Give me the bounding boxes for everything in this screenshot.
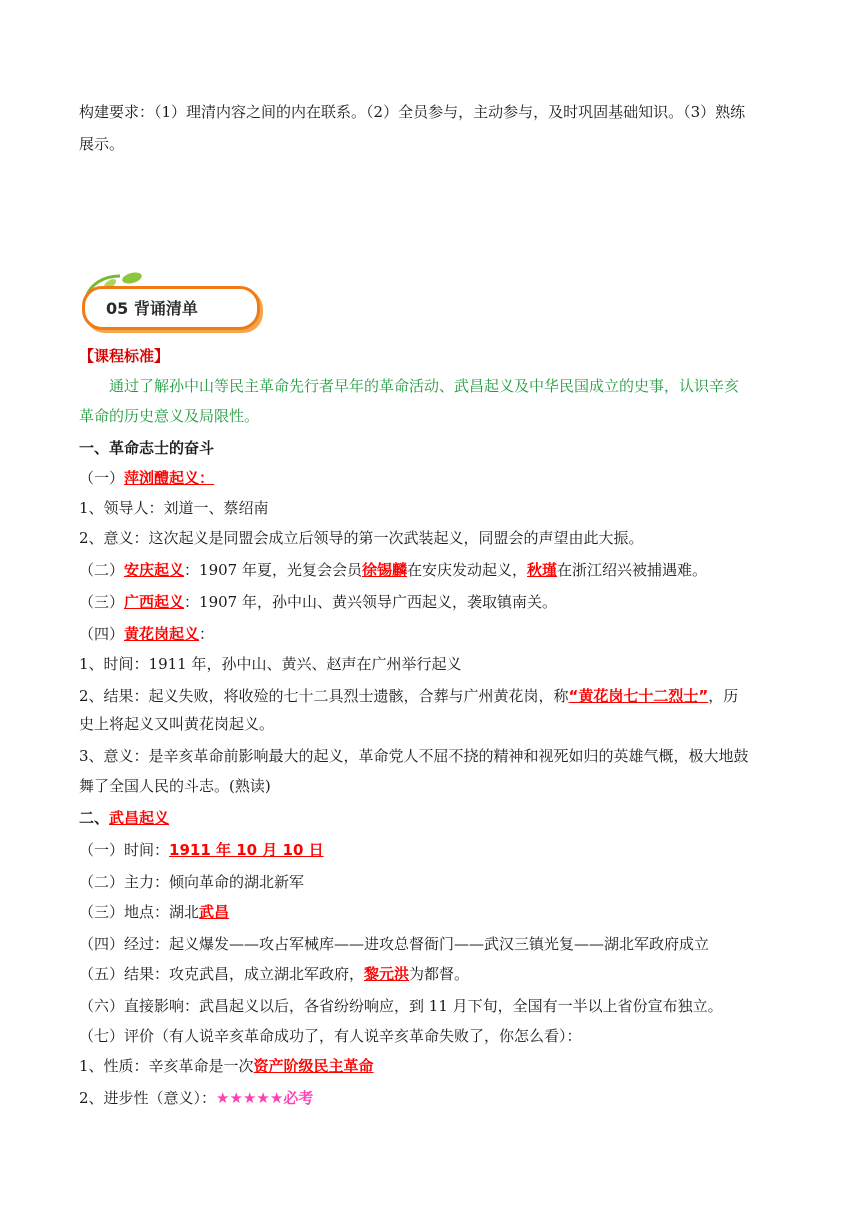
section-2-title bbox=[79, 808, 790, 828]
nature-label: 1、性质：辛亥革命是一次 bbox=[79, 1057, 254, 1075]
wuchang-time-label: （一）时间： bbox=[79, 841, 170, 859]
huanghua-result-text-2: ，历 bbox=[708, 687, 739, 705]
progress-label: 2、进步性（意义）： bbox=[79, 1089, 217, 1107]
pingliu-prefix: （一） bbox=[79, 469, 125, 487]
nature-value: 资产阶级民主革命 bbox=[253, 1057, 374, 1075]
anqing-text-3: 在浙江绍兴被捕遇难。 bbox=[557, 561, 708, 579]
anqing-text-1: ：1907 年夏，光复会会员 bbox=[184, 561, 362, 579]
wuchang-result-person: 黎元洪 bbox=[364, 965, 410, 983]
guangxi-line bbox=[79, 592, 790, 612]
huanghua-colon: ： bbox=[199, 625, 215, 643]
anqing-person-2: 秋瑾 bbox=[527, 561, 558, 579]
huanghua-result-text-1: 2、结果：起义失败，将收殓的七十二具烈士遗骸，合葬与广州黄花岗，称 bbox=[79, 687, 569, 705]
pingliu-heading bbox=[79, 468, 790, 488]
banner-label: 05 背诵清单 bbox=[106, 299, 198, 318]
wuchang-date: 1911 年 10 月 10 日 bbox=[169, 841, 324, 859]
section-banner bbox=[76, 270, 258, 330]
pingliu-name: 萍浏醴起义： bbox=[124, 469, 215, 487]
course-standard-line-1: 通过了解孙中山等民主革命先行者早年的革命活动、武昌起义及中华民国成立的史事，认识辛亥 bbox=[109, 377, 740, 395]
wuchang-place bbox=[79, 902, 790, 922]
guangxi-name: 广西起义 bbox=[124, 593, 185, 611]
huanghua-prefix: （四） bbox=[79, 625, 125, 643]
wuchang-force: （二）主力：倾向革命的湖北新军 bbox=[79, 873, 305, 891]
wuchang-place-value: 武昌 bbox=[199, 903, 230, 921]
section-1-title: 一、革命志士的奋斗 bbox=[79, 439, 215, 457]
huanghua-heading bbox=[79, 624, 790, 644]
anqing-name: 安庆起义 bbox=[124, 561, 185, 579]
course-standard-line-2: 革命的历史意义及局限性。 bbox=[79, 407, 260, 425]
wuchang-impact: （六）直接影响：武昌起义以后，各省纷纷响应，到 11 月下旬，全国有一半以上省份宣布独立。 bbox=[79, 997, 723, 1015]
anqing-line bbox=[79, 560, 790, 580]
guangxi-prefix: （三） bbox=[79, 593, 125, 611]
course-standard-heading: 【课程标准】 bbox=[79, 347, 170, 365]
wuchang-process: （四）经过：起义爆发——攻占军械库——进攻总督衙门——武汉三镇光复——湖北军政府成立 bbox=[79, 935, 710, 953]
huanghua-martyrs: “黄花岗七十二烈士” bbox=[568, 687, 709, 705]
anqing-prefix: （二） bbox=[79, 561, 125, 579]
wuchang-result-text-1: （五）结果：攻克武昌，成立湖北军政府， bbox=[79, 965, 365, 983]
pingliu-leader: 1、领导人：刘道一、蔡绍南 bbox=[79, 499, 269, 517]
huanghua-name: 黄花岗起义 bbox=[124, 625, 200, 643]
anqing-text-2: 在安庆发动起义， bbox=[407, 561, 528, 579]
guangxi-text: ：1907 年，孙中山、黄兴领导广西起义，袭取镇南关。 bbox=[184, 593, 557, 611]
intro-line-1: 构建要求：（1）理清内容之间的内在联系。（2）全员参与，主动参与，及时巩固基础知识。（3）熟练 bbox=[79, 103, 746, 121]
wuchang-result-text-2: 为都督。 bbox=[409, 965, 470, 983]
section-2-prefix: 二、 bbox=[79, 809, 110, 827]
wuchang-time bbox=[79, 840, 790, 860]
revolution-progress bbox=[79, 1088, 790, 1108]
pingliu-meaning: 2、意义：这次起义是同盟会成立后领导的第一次武装起义，同盟会的声望由此大振。 bbox=[79, 529, 644, 547]
revolution-nature bbox=[79, 1056, 790, 1076]
wuchang-result bbox=[79, 964, 790, 984]
huanghua-meaning-line-2: 舞了全国人民的斗志。(熟读) bbox=[79, 777, 271, 795]
huanghua-result-line-2: 史上将起义又叫黄花岗起义。 bbox=[79, 715, 275, 733]
wuchang-evaluation: （七）评价（有人说辛亥革命成功了，有人说辛亥革命失败了，你怎么看）： bbox=[79, 1027, 582, 1045]
huanghua-time: 1、时间：1911 年，孙中山、黄兴、赵声在广州举行起义 bbox=[79, 655, 462, 673]
intro-line-2: 展示。 bbox=[79, 135, 125, 153]
wuchang-place-label: （三）地点：湖北 bbox=[79, 903, 200, 921]
section-2-highlight: 武昌起义 bbox=[109, 809, 170, 827]
huanghua-meaning-line-1: 3、意义：是辛亥革命前影响最大的起义，革命党人不屈不挠的精神和视死如归的英雄气概，极大地鼓 bbox=[79, 747, 749, 765]
anqing-person-1: 徐锡麟 bbox=[361, 561, 407, 579]
huanghua-result bbox=[79, 686, 790, 706]
must-test-badge: ★★★★★必考 bbox=[216, 1089, 314, 1107]
